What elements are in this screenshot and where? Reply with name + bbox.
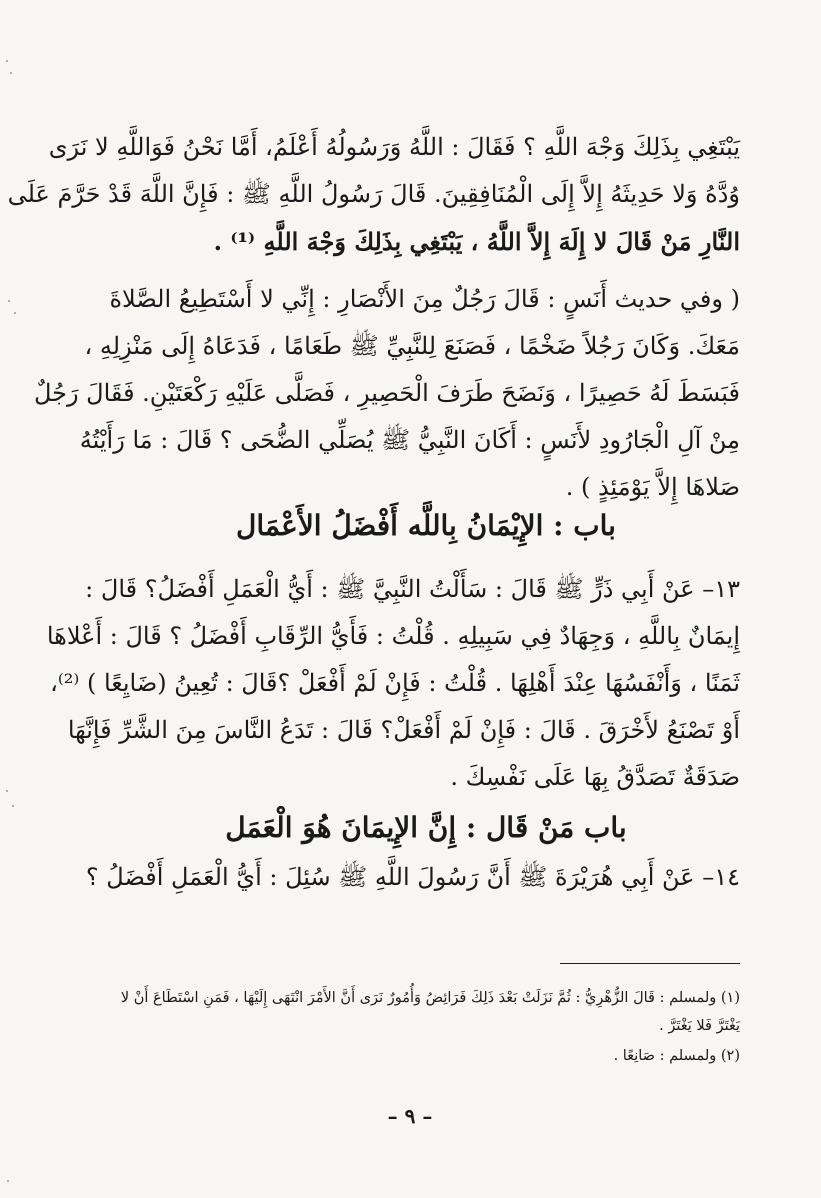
text-line: ١٤– عَنْ أَبِي هُرَيْرَةَ ﷺ أَنَّ رَسُولَ اللَّهِ ﷺ سُئِلَ : أَيُّ الْعَمَلِ أَفْضَلُ ؟ [85, 863, 740, 891]
text-line: ( وفي حديث أَنَسٍ : قَالَ رَجُلٌ مِنَ الأَنْصَارِ : إِنِّي لا أَسْتَطِيعُ الصَّلاةَ [109, 285, 740, 313]
footnote-divider [560, 963, 740, 964]
text-line: ١٣– عَنْ أَبِي ذَرٍّ ﷺ قَالَ : سَأَلْتُ النَّبِيَّ ﷺ : أَيُّ الْعَمَلِ أَفْضَلُ؟ قَالَ : [85, 575, 740, 603]
paragraph-hadith-14 [85, 854, 740, 901]
text-line: إِيمَانٌ بِاللَّهِ ، وَجِهَادٌ فِي سَبِيلِهِ . قُلْتُ : فَأَيُّ الرِّقَابِ أَفْضَلُ ؟ قَالَ : أَعْلاهَا [46, 622, 740, 650]
paragraph-anas-hadith [33, 276, 740, 511]
text-line: صَلاهَا إِلاَّ يَوْمَئِذٍ ) . [565, 473, 740, 501]
chapter-heading: باب : الإِيْمَانُ بِاللَّه أَفْضَلُ الأَعْمَال [236, 509, 616, 542]
text-line: صَدَقَةٌ تَصَدَّقُ بِهَا عَلَى نَفْسِكَ . [450, 763, 740, 791]
text-line: وُدَّهُ وَلا حَدِيثَهُ إِلاَّ إِلَى الْمُنَافِقِينَ. قَالَ رَسُولُ اللَّهِ ﷺ : فَإِنَّ اللَّهَ قَدْ حَرَّمَ عَلَى [7, 180, 740, 208]
paragraph-hadith-13 [46, 566, 740, 801]
footnote-2: (٢) ولمسلم : صَانِعًا . [613, 1048, 740, 1064]
text-line: أَوْ تَصْنَعُ لأَخْرَقَ . قَالَ : فَإِنْ لَمْ أَفْعَلْ؟ قَالَ : تَدَعُ النَّاسَ مِنَ الشَّرِّ فَإِنَّهَا [67, 716, 740, 744]
text-line: فَبَسَطَ لَهُ حَصِيرًا ، وَنَضَحَ طَرَفَ الْحَصِيرِ ، فَصَلَّى عَلَيْهِ رَكْعَتَيْنِ. فَقَالَ رَجُلٌ [33, 379, 740, 407]
chapter-heading: باب مَنْ قَال : إِنَّ الإِيمَانَ هُوَ الْعَمَل [225, 811, 627, 844]
page-number: – ٩ – [387, 1104, 433, 1128]
text-line: يَبْتَغِي بِذَلِكَ وَجْهَ اللَّهِ ؟ فَقَالَ : اللَّهُ وَرَسُولُهُ أَعْلَمُ، أَمَّا نَحْنُ فَوَاللَّهِ لا نَرَى [48, 133, 740, 161]
footnote-1: (١) ولمسلم : قَالَ الزُّهْرِيُّ : ثُمَّ نَزَلَتْ بَعْدَ ذَلِكَ فَرَائِضُ وَأُمُورٌ نَرَى أَنَّ الأَمْرَ انْتَهَى إِلَيْهَا ، فَمَنِ اسْتَطَاعَ أَنْ لا يَغْتَرَّ فَلا يَغْتَرَّ . [120, 990, 740, 1034]
text-line: النَّارِ مَنْ قَالَ لا إِلَهَ إِلاَّ اللَّهُ ، يَبْتَغِي بِذَلِكَ وَجْهَ اللَّهِ ⁽¹⁾ . [213, 227, 740, 256]
text-line: ثَمَنًا ، وَأَنْفَسُهَا عِنْدَ أَهْلِهَا . قُلْتُ : فَإِنْ لَمْ أَفْعَلْ ؟قَالَ : تُعِينُ (ضَايِعًا ) ⁽²⁾، [50, 669, 740, 697]
text-line: مِنْ آلِ الْجَارُودِ لأَنَسٍ : أَكَانَ النَّبِيُّ ﷺ يُصَلِّي الضُّحَى ؟ قَالَ : مَا رَأَيْتُهُ [79, 426, 740, 454]
paragraph-hadith-continuation [7, 124, 740, 265]
text-line: مَعَكَ. وَكَانَ رَجُلاً ضَخْمًا ، فَصَنَعَ لِلنَّبِيِّ ﷺ طَعَامًا ، فَدَعَاهُ إِلَى مَنْزِلِهِ ، [84, 332, 740, 360]
